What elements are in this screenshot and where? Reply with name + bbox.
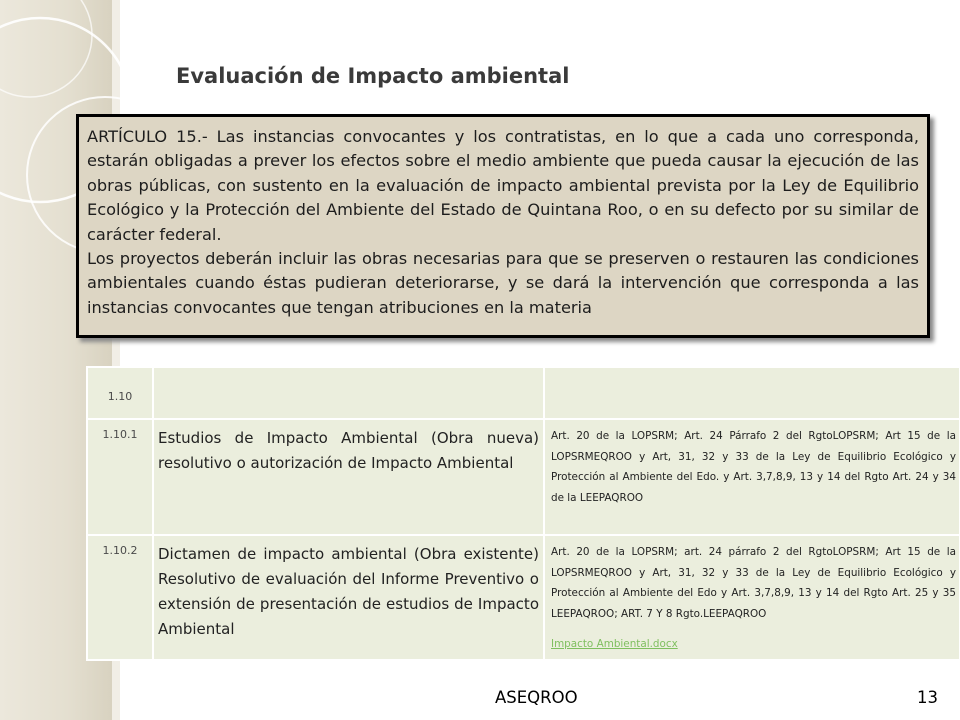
document-link[interactable]: Impacto Ambiental.docx: [551, 638, 678, 650]
footer-organization: ASEQROO: [495, 688, 578, 707]
row-reference: Art. 20 de la LOPSRM; Art. 24 Párrafo 2 del RgtoLOPSRM; Art 15 de la LOPSRMEQROO y Art, 31, 32 y 33 de la Ley de Equilibrio Ecológico y Protección al Ambiente del Edo. y Art. 3,7,8,9, 13 y 14 del Rgto Art. 24 y 34 de la LEEPAQROO: [544, 419, 960, 535]
article-paragraph-1: ARTÍCULO 15.- Las instancias convocantes y los contratistas, en lo que a cada uno corresponda, estarán obligadas a prever los efectos sobre el medio ambiente que pueda causar la ejecución de las obras públicas, con sustento en la evaluación de impacto ambiental prevista por la Ley de Equilibrio Ecológico y la Protección del Ambiente del Estado de Quintana Roo, o en su defecto por su similar de carácter federal.: [87, 127, 919, 244]
table-row: [87, 419, 960, 535]
row-code: 1.10: [87, 367, 153, 419]
page-title: Evaluación de Impacto ambiental: [176, 64, 570, 88]
row-code: 1.10.1: [87, 419, 153, 535]
row-description: [153, 367, 544, 419]
requirements-table: [86, 366, 960, 661]
table-row: [87, 535, 960, 660]
row-reference: [544, 367, 960, 419]
table-row: [87, 367, 960, 419]
article-paragraph-2: Los proyectos deberán incluir las obras necesarias para que se preserven o restauren las condiciones ambientales cuando éstas pudieran deteriorarse, y se dará la intervención que corresponda a las instancias convocantes que tengan atribuciones en la materia: [87, 249, 919, 317]
row-code: 1.10.2: [87, 535, 153, 660]
page-number: 13: [917, 688, 938, 707]
row-description: Dictamen de impacto ambiental (Obra existente) Resolutivo de evaluación del Informe Preventivo o extensión de presentación de estudios de Impacto Ambiental: [153, 535, 544, 660]
row-reference-cell: [544, 535, 960, 660]
row-description: Estudios de Impacto Ambiental (Obra nueva) resolutivo o autorización de Impacto Ambiental: [153, 419, 544, 535]
article-box: [76, 114, 930, 338]
row-reference: Art. 20 de la LOPSRM; art. 24 párrafo 2 del RgtoLOPSRM; Art 15 de la LOPSRMEQROO y Art, 31, 32 y 33 de la Ley de Equilibrio Ecológico y Protección al Ambiente del Edo y Art. 3,7,8,9, 13 y 14 del Rgto Art. 25 y 35 LEEPAQROO; ART. 7 Y 8 Rgto.LEEPAQROO: [551, 546, 956, 620]
